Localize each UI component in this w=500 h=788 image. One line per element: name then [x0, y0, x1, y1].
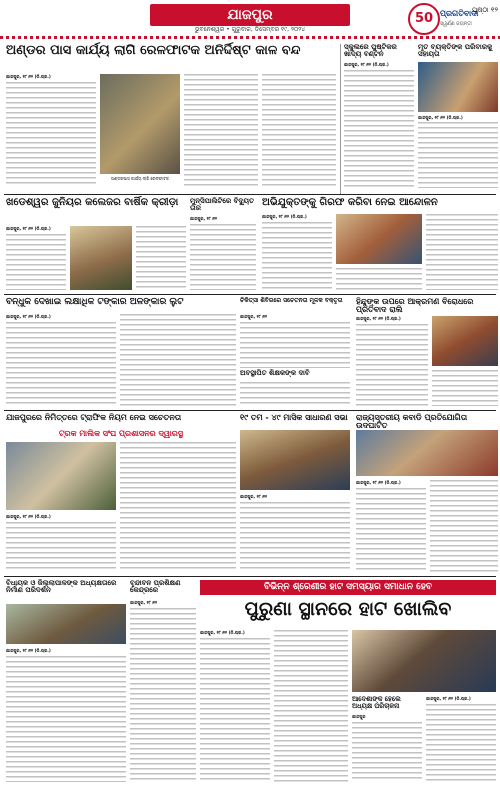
protest-photo: [336, 214, 422, 264]
kabaddi-headline: ରାଜ୍ୟସ୍ତରୀୟ କବାଡି ପ୍ରତିଯୋଗିତା ଉଦଘାଟିତ: [356, 413, 468, 431]
rally-byline: ଯାଜପୁର, ୧୮।୧୨ (ନି.ପ୍ର.): [356, 316, 401, 321]
column-body: [426, 704, 496, 782]
column-divider: [340, 44, 341, 194]
electric-byline: ଯାଜପୁର, ୧୮।୧୨: [190, 216, 218, 221]
section-rule: [4, 194, 496, 195]
chairman-body: [352, 722, 422, 782]
school-body: [344, 70, 414, 188]
traffic-body-col2: [120, 442, 236, 572]
aid-photo: [418, 62, 498, 112]
electric-body: [190, 224, 256, 290]
training-body: [130, 608, 196, 782]
traffic-byline: ଯାଜପୁର, ୧୮।୧୨ (ନି.ପ୍ର.): [6, 514, 51, 519]
mla-body: [6, 656, 126, 782]
college-byline: ଯାଜପୁର, ୧୮।୧୨ (ନି.ପ୍ର.): [6, 226, 51, 231]
lead-body-col3: [262, 74, 336, 187]
awareness-byline: ଯାଜପୁର, ୧୮।୧୨: [240, 314, 268, 319]
mla-headline: ବିଧାୟକ ଓ ଜିଲ୍ଲାପାଳଙ୍କ ଅଧ୍ୟକ୍ଷତାରେ ନିର୍ମାଣ ପରିଦର୍ଶନ: [6, 579, 117, 595]
traffic-subhead: ଟ୍ରକ ମାଲିକ ସଂଘ ପ୍ରଶାସନର ଦ୍ୱାରସ୍ଥ: [59, 429, 183, 438]
traffic-photo: [6, 442, 116, 510]
robbery-body-col1: [6, 322, 116, 406]
kabaddi-body-col2: [430, 480, 498, 572]
lead-headline: ଅଣ୍ଡର ପାସ କାର୍ଯ୍ୟ ଲାଗି ରେଳଫାଟକ ଅନିର୍ଦ୍ଦିଷ୍ଟ କାଳ ବନ୍ଦ: [6, 43, 301, 58]
section-title: ଯାଜପୁର: [150, 4, 350, 26]
market-kicker: ବିଭିନ୍ନ ଶ୍ରେଣୀର ହାଟ ସମସ୍ୟାର ସମାଧାନ ହେବ: [200, 580, 496, 595]
rally-body-col2: [432, 370, 498, 406]
college-photo: [70, 226, 132, 290]
college-body-col2: [136, 226, 186, 290]
market-byline: ଯାଜପୁର, ୧୮।୧୨ (ନି.ପ୍ର.): [200, 630, 245, 635]
chairman-byline: ଯାଜପୁର: [352, 714, 366, 719]
mla-byline: ଯାଜପୁର, ୧୮।୧୨ (ନି.ପ୍ର.): [6, 648, 51, 653]
section-rule-4: [4, 576, 496, 577]
teacher-body: [240, 382, 350, 406]
seminar-byline: ଯାଜପୁର, ୧୮।୧୨: [240, 494, 268, 499]
chairman-headline: ଆଦେଶାଙ୍କ ହେଲେ ଅଧ୍ୟକ୍ଷ ପରିଚାଳନା: [352, 695, 401, 710]
training-byline: ଯାଜପୁର, ୧୮।୧୨: [130, 600, 158, 605]
rally-headline: ହିନ୍ଦୁଙ୍କ ଉପରେ ଆକ୍ରମଣ ବିରୋଧରେ ପ୍ରତିବାଦ ରାଲି: [356, 297, 474, 315]
training-headline: ବୃନ୍ଦାବନ ପ୍ରଶିକ୍ଷଣ କେନ୍ଦ୍ରରେ: [130, 579, 181, 595]
protest-body-col3: [426, 214, 498, 290]
school-byline: ଯାଜପୁର, ୧୮।୧୨ (ନି.ପ୍ର.): [344, 62, 389, 67]
protest-body-col1: [262, 222, 332, 290]
aid-byline: ଯାଜପୁର, ୧୮।୧୨ (ନି.ପ୍ର.): [418, 115, 463, 120]
lead-byline: ଯାଜପୁର, ୧୮।୧୨ (ନି.ପ୍ର.): [6, 74, 51, 79]
aid-headline: ମୃତ ବ୍ୟକ୍ତିଙ୍କ ପରିବାରକୁ ସହାୟତା: [418, 43, 493, 59]
teacher-headline: ଅବସ୍ଥାପିତ ଶିକ୍ଷକଙ୍କ ଦାବି: [240, 369, 310, 377]
section-rule-3: [4, 410, 496, 411]
column-byline: ଯାଜପୁର, ୧୮।୧୨ (ନି.ପ୍ର.): [426, 696, 471, 701]
traffic-headline: ଯାଜପୁରରେ ନିମିତ୍ତରେ ଟ୍ରାଫିକ ନିୟମ ନେଇ ସଚେତନତା: [6, 413, 182, 422]
anniversary-badge: 50: [408, 3, 440, 35]
kabaddi-photo: [356, 430, 498, 476]
protest-body-col2: [336, 268, 422, 290]
market-photo: [352, 630, 496, 692]
protest-headline: ଅଭିଯୁକ୍ତଙ୍କୁ ଗିରଫ କରିବା ନେଇ ଆନ୍ଦୋଳନ: [262, 197, 438, 208]
rally-body-col1: [356, 324, 428, 406]
brand-name: ପ୍ରଗତିବାଦୀ: [440, 9, 479, 18]
robbery-body-col2: [120, 314, 236, 406]
lead-body-col2: [184, 74, 258, 187]
traffic-body-col1: [6, 522, 116, 572]
kabaddi-byline: ଯାଜପୁର, ୧୮।୧୨ (ନି.ପ୍ର.): [356, 480, 401, 485]
robbery-headline: ବନ୍ଧୁକ ଦେଖାଇ ଲକ୍ଷାଧିକ ଟଙ୍କାର ଅଳଙ୍କାର ଲୁଟ: [6, 297, 184, 307]
college-body-col1: [6, 234, 66, 290]
lead-caption: ଅଣ୍ଡରପାସ କାର୍ଯ୍ୟ ଲାଗି ରେଳଫାଟକ: [111, 176, 169, 181]
market-headline: ପୁରୁଣା ସ୍ଥାନରେ ହାଟ ଖୋଲିବ: [244, 598, 452, 620]
brand-tagline: ସ୍ୱର୍ଣ୍ଣ ଜୟନ୍ତୀ: [440, 21, 472, 27]
seminar-headline: ୧୯ ତମ - ୪୯ ମାସିକ ସାଧାରଣ ସଭା: [240, 413, 348, 422]
seminar-photo: [240, 430, 350, 490]
market-body-col1: [200, 638, 270, 782]
brand-logo: [408, 3, 479, 33]
mla-photo: [6, 604, 126, 644]
electric-headline: ମୁନ୍ସିପାଲିଟିରେ ବିଦ୍ୟୁତ ତାର: [190, 197, 255, 213]
seminar-body: [240, 502, 350, 572]
kabaddi-body-col1: [356, 488, 426, 572]
lead-body-col1: [6, 82, 96, 187]
school-headline: ସ୍କୁଲରେ ପୁଷ୍ଟିକର ଖାଦ୍ୟ ବଣ୍ଟନ: [344, 43, 397, 59]
edition-line: ଭୁବନେଶ୍ୱର • ଗୁରୁବାର, ଡିସେମ୍ବର ୧୯, ୨୦୨୪: [194, 26, 306, 33]
market-body-col2: [274, 630, 348, 782]
robbery-byline: ଯାଜପୁର, ୧୮।୧୨ (ନି.ପ୍ର.): [6, 314, 51, 319]
aid-body: [418, 122, 498, 188]
rally-photo: [432, 316, 498, 366]
lead-photo: [100, 74, 180, 174]
awareness-headline: ଚିକିତ୍ସା ଶିବିରରେ ସଚେତନତା ମୂଳକ ବକ୍ତୃତା: [240, 297, 343, 304]
college-headline: ଖଡେଶ୍ୱର ଜୁନିୟର କଲେଜର ବାର୍ଷିକ କ୍ରୀଡ଼ା: [6, 197, 179, 208]
awareness-body: [240, 322, 350, 368]
page-number: ପୃଷ୍ଠା ୧୨: [471, 6, 498, 14]
masthead-rule: [0, 36, 500, 39]
protest-byline: ଯାଜପୁର, ୧୮।୧୨ (ନି.ପ୍ର.): [262, 214, 307, 219]
section-rule-2: [4, 294, 496, 295]
